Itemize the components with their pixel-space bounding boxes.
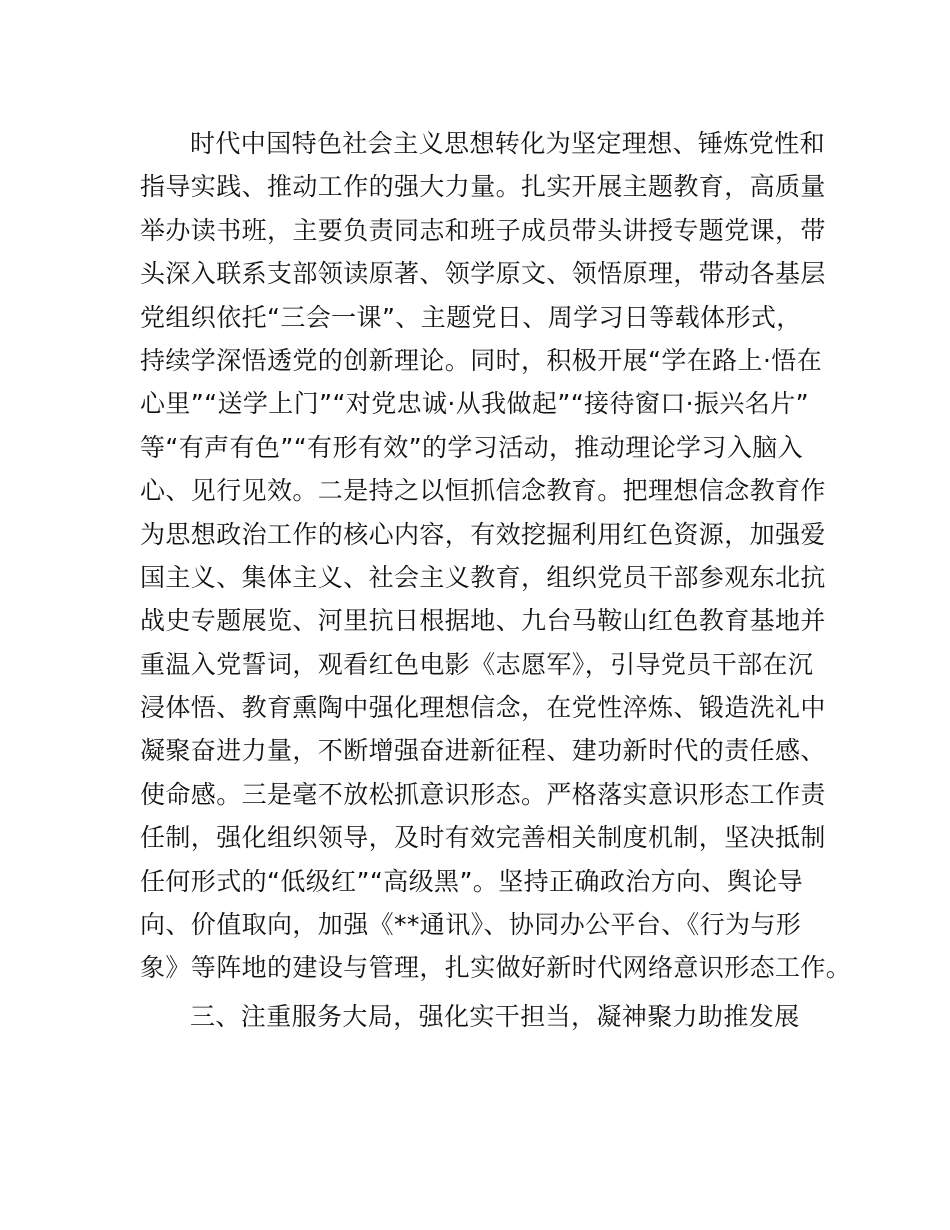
paragraph-line-7: 心里”“送学上门”“对党忠诚·从我做起”“接待窗口·振兴名片” (140, 389, 809, 419)
paragraph-line-11: 国主义、集体主义、社会主义教育，组织党员干部参观东北抗 (140, 562, 826, 592)
paragraph-line-16: 使命感。三是毫不放松抓意识形态。严格落实意识形态工作责 (140, 779, 826, 809)
paragraph-line-20: 象》等阵地的建设与管理，扎实做好新时代网络意识形态工作。 (140, 953, 852, 983)
paragraph-line-12: 战史专题展览、河里抗日根据地、九台马鞍山红色教育基地并 (140, 606, 826, 636)
paragraph-line-6: 持续学深悟透党的创新理论。同时，积极开展“学在路上·悟在 (140, 345, 823, 375)
paragraph-line-14: 浸体悟、教育熏陶中强化理想信念，在党性淬炼、锻造洗礼中 (140, 693, 826, 723)
paragraph-line-10: 为思想政治工作的核心内容，有效挖掘利用红色资源，加强爱 (140, 519, 826, 549)
paragraph-line-15: 凝聚奋进力量，不断增强奋进新征程、建功新时代的责任感、 (140, 736, 826, 766)
paragraph-line-5: 党组织依托“三会一课”、主题党日、周学习日等载体形式， (140, 302, 802, 332)
paragraph-line-18: 任何形式的“低级红”“高级黑”。坚持正确政治方向、舆论导 (140, 866, 804, 896)
body-paragraph (140, 122, 852, 990)
paragraph-line-9: 心、见行见效。二是持之以恒抓信念教育。把理想信念教育作 (140, 476, 826, 506)
section-heading: 三、注重服务大局，强化实干担当，凝神聚力助推发展 (190, 1002, 800, 1031)
paragraph-line-2: 指导实践、推动工作的强大力量。扎实开展主题教育，高质量 (140, 172, 826, 202)
paragraph-line-1: 时代中国特色社会主义思想转化为坚定理想、锤炼党性和 (190, 129, 826, 158)
paragraph-line-19: 向、价值取向，加强《**通讯》、协同办公平台、《行为与形 (140, 910, 802, 940)
paragraph-line-17: 任制，强化组织领导，及时有效完善相关制度机制，坚决抵制 (140, 823, 826, 853)
paragraph-line-4: 头深入联系支部领读原著、领学原文、领悟原理，带动各基层 (140, 259, 826, 289)
paragraph-line-3: 举办读书班，主要负责同志和班子成员带头讲授专题党课，带 (140, 215, 826, 245)
paragraph-line-13: 重温入党誓词，观看红色电影《志愿军》，引导党员干部在沉 (140, 649, 814, 679)
paragraph-line-8: 等“有声有色”“有形有效”的学习活动，推动理论学习入脑入 (140, 432, 804, 462)
